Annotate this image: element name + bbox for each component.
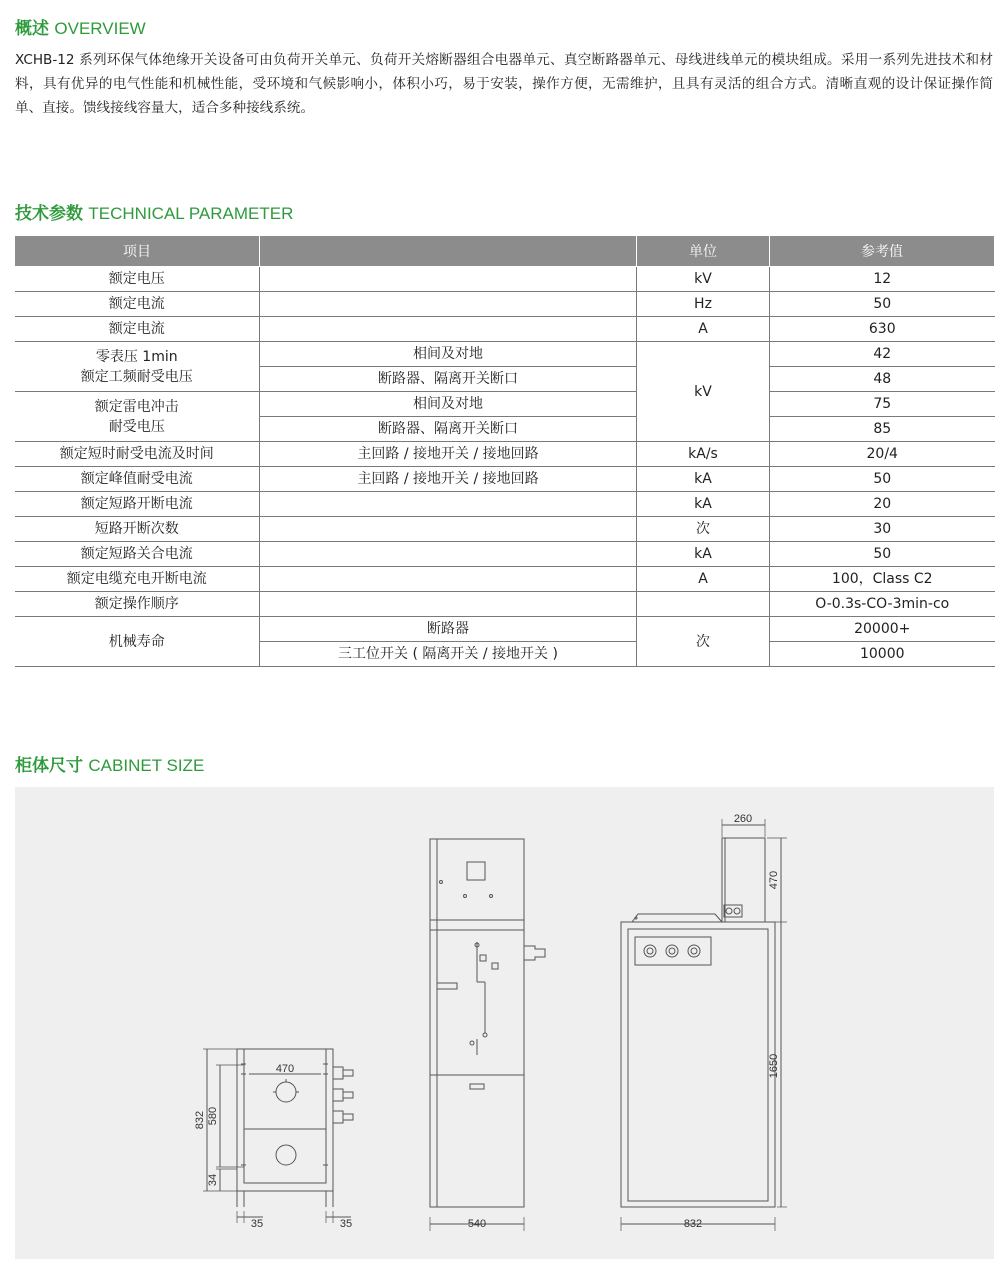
row-value: 48 (770, 367, 995, 392)
table-row (15, 442, 995, 467)
row-condition (260, 292, 637, 317)
dim-front-width: 540 (467, 1218, 487, 1230)
row-unit: kA (637, 467, 770, 492)
row-item: 短路开断次数 (15, 517, 260, 542)
row-item: 额定短路开断电流 (15, 492, 260, 517)
overview-title-en: OVERVIEW (54, 19, 146, 38)
dim-side-height: 1650 (768, 1053, 780, 1079)
header-unit: 单位 (637, 236, 770, 267)
dim-total-height-left: 832 (194, 1110, 206, 1130)
header-condition (260, 236, 637, 267)
row-unit: 次 (637, 617, 770, 667)
row-unit: kA (637, 492, 770, 517)
row-value: 12 (770, 267, 995, 292)
dim-inner-height: 580 (207, 1106, 219, 1126)
table-row (15, 567, 995, 592)
table-header-row (15, 236, 995, 267)
row-condition (260, 592, 637, 617)
table-row (15, 617, 995, 642)
header-value: 参考值 (770, 236, 995, 267)
row-condition (260, 567, 637, 592)
side-section-view (430, 839, 545, 1231)
row-item (15, 342, 260, 392)
dim-top-box-height: 470 (768, 870, 780, 890)
overview-text: XCHB-12 系列环保气体绝缘开关设备可由负荷开关单元、负荷开关熔断器组合电器单元、真空断路器单元、母线进线单元的模块组成。采用一系列先进技术和材料，具有优异的电气性能和机械性能，受环境和气候影响小，体积小巧，易于安装，操作方便，无需维护，且具有灵活的组合方式。清晰直观的设计保证操作简单、直接。馈线接线容量大，适合多种接线系统。 (15, 52, 993, 116)
row-item-line2: 额定工频耐受电压 (80, 368, 193, 385)
row-condition: 主回路 / 接地开关 / 接地回路 (260, 467, 637, 492)
technical-title-cn: 技术参数 (15, 204, 83, 224)
cabinet-drawing-panel (15, 787, 994, 1259)
row-value: 20/4 (770, 442, 995, 467)
dim-side-width: 832 (683, 1218, 703, 1230)
row-value: 50 (770, 292, 995, 317)
cabinet-title (15, 751, 204, 776)
row-unit: A (637, 317, 770, 342)
row-item-line1: 额定雷电冲击 (94, 398, 179, 415)
row-value: 630 (770, 317, 995, 342)
row-value: 85 (770, 417, 995, 442)
front-view (621, 819, 787, 1231)
row-unit: Hz (637, 292, 770, 317)
table-row (15, 342, 995, 367)
row-item: 额定操作顺序 (15, 592, 260, 617)
row-value: 75 (770, 392, 995, 417)
row-unit (637, 592, 770, 617)
row-condition (260, 492, 637, 517)
technical-title (15, 199, 293, 224)
row-unit: kA/s (637, 442, 770, 467)
table-row (15, 492, 995, 517)
technical-title-en: TECHNICAL PARAMETER (88, 204, 294, 223)
dim-top-box-width: 260 (733, 813, 753, 825)
table-row (15, 592, 995, 617)
table-row (15, 267, 995, 292)
row-item: 额定电流 (15, 292, 260, 317)
overview-title-cn: 概述 (15, 19, 49, 39)
cabinet-title-en: CABINET SIZE (88, 756, 205, 775)
row-item-line2: 耐受电压 (108, 418, 165, 435)
row-unit: kV (637, 267, 770, 292)
row-value: 20 (770, 492, 995, 517)
row-unit: kA (637, 542, 770, 567)
dim-right-foot: 35 (339, 1218, 353, 1230)
row-value: 30 (770, 517, 995, 542)
row-item: 额定电流 (15, 317, 260, 342)
parameter-table (14, 235, 995, 667)
row-value: 50 (770, 542, 995, 567)
table-row (15, 292, 995, 317)
row-condition: 相间及对地 (260, 342, 637, 367)
cabinet-title-cn: 柜体尺寸 (15, 756, 83, 776)
table-row (15, 517, 995, 542)
row-condition: 断路器、隔离开关断口 (260, 417, 637, 442)
header-item: 项目 (15, 236, 260, 267)
dim-base-height: 34 (207, 1173, 219, 1187)
row-unit: kV (637, 342, 770, 442)
overview-title (15, 14, 146, 39)
table-row (15, 542, 995, 567)
row-item-line1: 零表压 1min (95, 348, 178, 365)
row-item: 额定短时耐受电流及时间 (15, 442, 260, 467)
row-item: 额定短路关合电流 (15, 542, 260, 567)
row-condition: 断路器、隔离开关断口 (260, 367, 637, 392)
cabinet-drawing (15, 787, 994, 1259)
row-condition: 三工位开关 ( 隔离开关 / 接地开关 ) (260, 642, 637, 667)
row-value: 50 (770, 467, 995, 492)
row-value: O-0.3s-CO-3min-co (770, 592, 995, 617)
table-row (15, 317, 995, 342)
plan-view (203, 1049, 353, 1223)
dim-left-foot: 35 (250, 1218, 264, 1230)
row-condition: 断路器 (260, 617, 637, 642)
row-unit: A (637, 567, 770, 592)
row-condition (260, 267, 637, 292)
row-item: 机械寿命 (15, 617, 260, 667)
row-condition (260, 517, 637, 542)
row-condition: 相间及对地 (260, 392, 637, 417)
row-condition: 主回路 / 接地开关 / 接地回路 (260, 442, 637, 467)
row-item: 额定峰值耐受电流 (15, 467, 260, 492)
dim-top-width: 470 (275, 1063, 295, 1075)
table-row (15, 467, 995, 492)
row-condition (260, 317, 637, 342)
row-unit: 次 (637, 517, 770, 542)
table-row (15, 392, 995, 417)
row-value: 42 (770, 342, 995, 367)
row-item: 额定电压 (15, 267, 260, 292)
row-condition (260, 542, 637, 567)
row-value: 20000+ (770, 617, 995, 642)
row-value: 100，Class C2 (770, 567, 995, 592)
row-item: 额定电缆充电开断电流 (15, 567, 260, 592)
row-item (15, 392, 260, 442)
row-value: 10000 (770, 642, 995, 667)
